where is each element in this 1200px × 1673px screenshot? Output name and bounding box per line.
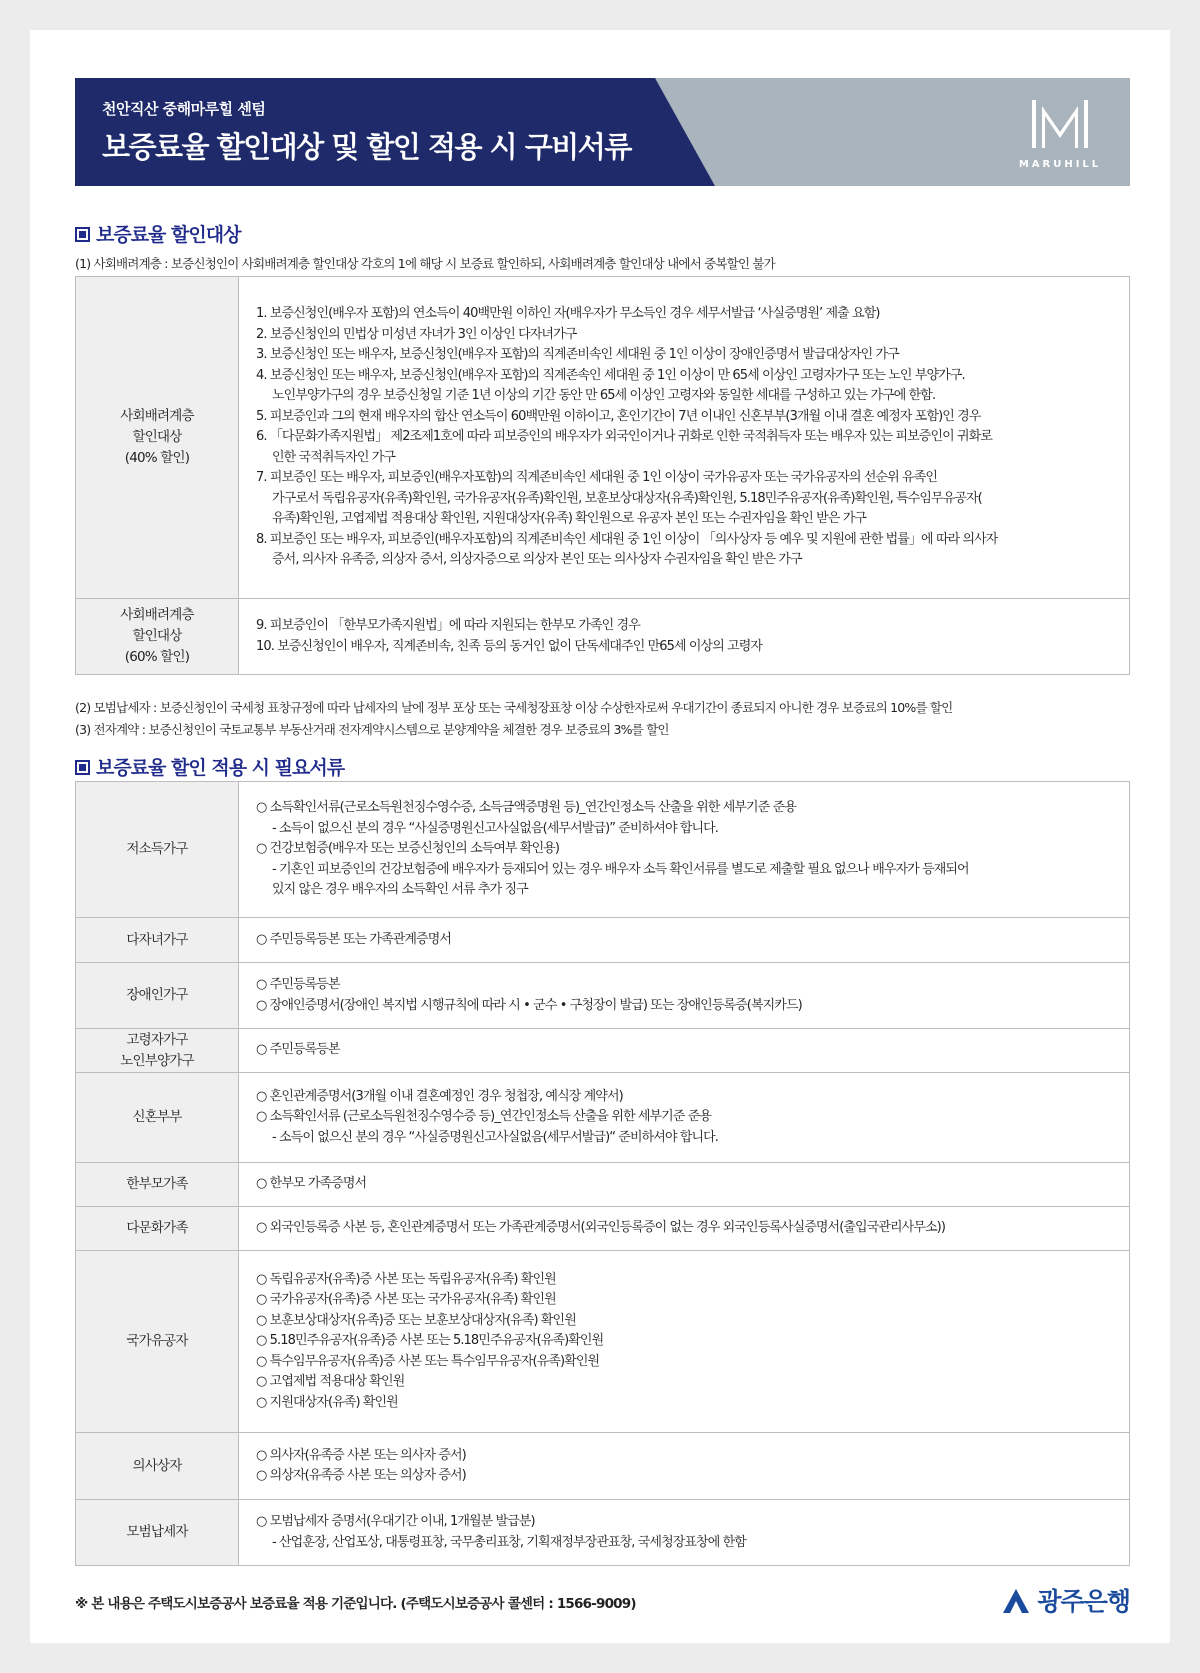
list-item: ○ 고엽제법 적용대상 확인원: [256, 1374, 405, 1390]
category-label: 고령자가구: [126, 1031, 188, 1048]
section-title-documents: [75, 753, 344, 780]
note-social: (1) 사회배려계층 : 보증신청인이 사회배려계층 할인대상 각호의 1에 해당 시 보증료 할인하되, 사회배려계층 할인대상 내에서 중복할인 불가: [75, 256, 775, 271]
documents-table: [75, 781, 1130, 1566]
bank-logo-icon: [1001, 1585, 1031, 1615]
content-cell: [239, 1500, 1130, 1566]
table-row: [76, 1073, 1130, 1163]
header-banner: [75, 78, 1130, 186]
category-label: 할인대상: [132, 628, 182, 644]
section-title-text: 보증료율 할인 적용 시 필요서류: [96, 757, 345, 779]
list-item: ○ 소득확인서류 (근로소득원천징수영수증 등)_연간인정소득 산출을 위한 세부기준 준용: [256, 1109, 712, 1125]
category-label: 사회배려계층: [120, 607, 194, 623]
table-row: [76, 1029, 1130, 1073]
category-cell: [76, 599, 239, 675]
list-item: ○ 국가유공자(유족)증 사본 또는 국가유공자(유족) 확인원: [256, 1292, 556, 1308]
maruhill-logo: [1014, 94, 1106, 170]
list-item: 6. 「다문화가족지원법」 제2조제1호에 따라 피보증인의 배우자가 외국인이거나 귀화로 인한 국적취득자 또는 배우자 있는 피보증인이 귀화로: [256, 429, 992, 445]
category-cell: [76, 1500, 239, 1566]
list-item: ○ 지원대상자(유족) 확인원: [256, 1394, 398, 1410]
table-row: [76, 963, 1130, 1029]
section-title-discount: [75, 220, 240, 247]
list-item: 증서, 의사자 유족증, 의상자 증서, 의상자증으로 의상자 본인 또는 의사상자 수권자임을 확인 받은 가구: [272, 552, 802, 568]
table-row: [76, 918, 1130, 963]
category-cell: [76, 1207, 239, 1251]
list-item: ○ 모범납세자 증명서(우대기간 이내, 1개월분 발급분): [256, 1514, 535, 1529]
category-cell: [76, 1073, 239, 1163]
table-row: [76, 277, 1130, 599]
category-label: 한부모가족: [126, 1176, 188, 1192]
category-label: 장애인가구: [126, 987, 188, 1003]
list-item: ○ 주민등록등본: [256, 1042, 340, 1058]
list-item: ○ 외국인등록증 사본 등, 혼인관계증명서 또는 가족관계증명서(외국인등록증이 없는 경우 외국인등록사실증명서(출입국관리사무소)): [256, 1220, 945, 1236]
category-label: 사회배려계층: [120, 408, 194, 424]
list-item: 9. 피보증인이 「한부모가족지원법」에 따라 지원되는 한부모 가족인 경우: [256, 618, 640, 633]
category-cell: [76, 1251, 239, 1433]
list-item: 7. 피보증인 또는 배우자, 피보증인(배우자포함)의 직계존비속인 세대원 중 1인 이상이 국가유공자 또는 국가유공자의 선순위 유족인: [256, 470, 938, 486]
header-subtitle: 천안직산 중해마루힐 센텀: [102, 100, 266, 118]
category-label: 모범납세자: [126, 1524, 188, 1540]
list-item: - 소득이 없으신 분의 경우 “사실증명원신고사실없음(세무서발급)“ 준비하셔야 합니다.: [272, 1129, 719, 1145]
content-cell: [239, 918, 1130, 963]
category-label: (40% 할인): [124, 450, 190, 466]
table-row: [76, 1163, 1130, 1207]
content-cell: [239, 963, 1130, 1029]
note-model-taxpayer: (2) 모범납세자 : 보증신청인이 국세청 표창규정에 따라 납세자의 날에 정부 포상 또는 국세청장표창 이상 수상한자로써 우대기간이 종료되지 아니한 경우 보증료의 10%를 할인: [75, 700, 953, 715]
logo-text: MARUHILL: [1018, 159, 1102, 170]
list-item: 가구로서 독립유공자(유족)확인원, 국가유공자(유족)확인원, 보훈보상대상자(유족)확인원, 5.18민주유공자(유족)확인원, 특수임무유공자(: [272, 490, 982, 506]
list-item: - 기혼인 피보증인의 건강보험증에 배우자가 등재되어 있는 경우 배우자 소득 확인서류를 별도로 제출할 필요 없으나 배우자가 등재되어: [272, 861, 969, 877]
list-item: ○ 한부모 가족증명서: [256, 1176, 367, 1192]
content-cell: [239, 277, 1130, 599]
list-item: ○ 장애인증명서(장애인 복지법 시행규칙에 따라 시 • 군수 • 구청장이 발급) 또는 장애인등록증(복지카드): [256, 997, 802, 1013]
list-item: - 산업훈장, 산업포상, 대통령표창, 국무총리표창, 기획재정부장관표창, 국세청장표창에 한함: [272, 1534, 746, 1550]
category-cell: [76, 1433, 239, 1500]
list-item: 10. 보증신청인이 배우자, 직계존비속, 친족 등의 동거인 없이 단독세대주인 만65세 이상의 고령자: [256, 638, 763, 654]
category-cell: [76, 782, 239, 918]
list-item: ○ 보훈보상대상자(유족)증 또는 보훈보상대상자(유족) 확인원: [256, 1312, 576, 1328]
list-item: 1. 보증신청인(배우자 포함)의 연소득이 40백만원 이하인 자(배우자가 무소득인 경우 세무서발급 ‘사실증명원’ 제출 요함): [256, 306, 880, 322]
list-item: 노인부양가구의 경우 보증신청일 기준 1년 이상의 기간 동안 만 65세 이상인 고령자와 동일한 세대를 구성하고 있는 가구에 한함.: [272, 388, 936, 404]
list-item: 4. 보증신청인 또는 배우자, 보증신청인(배우자 포함)의 직계존속인 세대원 중 1인 이상이 만 65세 이상인 고령자가구 또는 노인 부양가구.: [256, 367, 965, 383]
header-title: 보증료율 할인대상 및 할인 적용 시 구비서류: [102, 130, 631, 164]
list-item: 2. 보증신청인의 민법상 미성년 자녀가 3인 이상인 다자녀가구: [256, 326, 577, 342]
list-item: ○ 5.18민주유공자(유족)증 사본 또는 5.18민주유공자(유족)확인원: [256, 1333, 604, 1349]
content-cell: [239, 1073, 1130, 1163]
category-label: 국가유공자: [126, 1333, 188, 1349]
list-item: ○ 독립유공자(유족)증 사본 또는 독립유공자(유족) 확인원: [256, 1271, 556, 1287]
content-cell: [239, 1163, 1130, 1207]
square-bullet-icon: [75, 227, 90, 242]
list-item: ○ 건강보험증(배우자 또는 보증신청인의 소득여부 확인용): [256, 841, 560, 857]
category-label: 신혼부부: [132, 1109, 182, 1125]
content-cell: [239, 1251, 1130, 1433]
table-row: [76, 1433, 1130, 1500]
list-item: 인한 국적취득자인 가구: [272, 449, 396, 465]
category-label: 다문화가족: [126, 1220, 188, 1236]
square-bullet-icon: [75, 760, 90, 775]
content-cell: [239, 1433, 1130, 1500]
note-e-contract: (3) 전자계약 : 보증신청인이 국토교통부 부동산거래 전자계약시스템으로 분양계약을 체결한 경우 보증료의 3%를 할인: [75, 722, 669, 737]
category-cell: [76, 1029, 239, 1073]
content-cell: [239, 1029, 1130, 1073]
list-item: - 소득이 없으신 분의 경우 “사실증명원신고사실없음(세무서발급)” 준비하셔야 합니다.: [272, 820, 719, 836]
section-title-text: 보증료율 할인대상: [96, 224, 241, 246]
bank-name: 광주은행: [1037, 1587, 1130, 1616]
category-cell: [76, 918, 239, 963]
list-item: ○ 특수임무유공자(유족)증 사본 또는 특수임무유공자(유족)확인원: [256, 1353, 600, 1369]
table-row: [76, 599, 1130, 675]
bank-logo: [1001, 1582, 1130, 1618]
category-cell: [76, 277, 239, 599]
list-item: ○ 소득확인서류(근로소득원천징수영수증, 소득금액증명원 등)_연간인정소득 산출을 위한 세부기준 준용: [256, 800, 796, 816]
table-row: [76, 782, 1130, 918]
list-item: ○ 혼인관계증명서(3개월 이내 결혼예정인 경우 청첩장, 예식장 계약서): [256, 1088, 623, 1104]
discount-table: [75, 276, 1130, 675]
list-item: ○ 주민등록등본 또는 가족관계증명서: [256, 931, 452, 947]
category-cell: [76, 1163, 239, 1207]
list-item: ○ 주민등록등본: [256, 977, 340, 992]
content-cell: [239, 782, 1130, 918]
document-page: [30, 30, 1170, 1643]
list-item: 유족)확인원, 고엽제법 적용대상 확인원, 지원대상자(유족) 확인원으로 유공자 본인 또는 수권자임을 확인 받은 가구: [272, 511, 867, 527]
list-item: ○ 의사자(유족증 사본 또는 의사자 증서): [256, 1447, 466, 1463]
category-label: (60% 할인): [124, 649, 190, 665]
category-label: 의사상자: [132, 1457, 182, 1474]
list-item: 5. 피보증인과 그의 현재 배우자의 합산 연소득이 60백만원 이하이고, 혼인기간이 7년 이내인 신혼부부(3개월 이내 결혼 예정자 포함)인 경우: [256, 408, 981, 424]
category-label: 다자녀가구: [126, 931, 188, 948]
footer-note: ※ 본 내용은 주택도시보증공사 보증료율 적용 기준입니다. (주택도시보증공사 콜센터 : 1566-9009): [75, 1596, 636, 1612]
maruhill-logo-icon: [1014, 94, 1106, 152]
list-item: ○ 의상자(유족증 사본 또는 의상자 증서): [256, 1468, 466, 1483]
category-label: 할인대상: [132, 429, 182, 445]
table-row: [76, 1251, 1130, 1433]
content-cell: [239, 1207, 1130, 1251]
list-item: 있지 않은 경우 배우자의 소득확인 서류 추가 징구: [272, 882, 528, 898]
list-item: 3. 보증신청인 또는 배우자, 보증신청인(배우자 포함)의 직계존비속인 세대원 중 1인 이상이 장애인증명서 발급대상자인 가구: [256, 347, 899, 363]
table-row: [76, 1207, 1130, 1251]
category-label: 저소득가구: [126, 841, 188, 857]
table-row: [76, 1500, 1130, 1566]
list-item: 8. 피보증인 또는 배우자, 피보증인(배우자포함)의 직계존비속인 세대원 중 1인 이상이 「의사상자 등 예우 및 지원에 관한 법률」에 따라 의사자: [256, 531, 998, 547]
category-cell: [76, 963, 239, 1029]
category-label: 노인부양가구: [120, 1052, 194, 1069]
content-cell: [239, 599, 1130, 675]
